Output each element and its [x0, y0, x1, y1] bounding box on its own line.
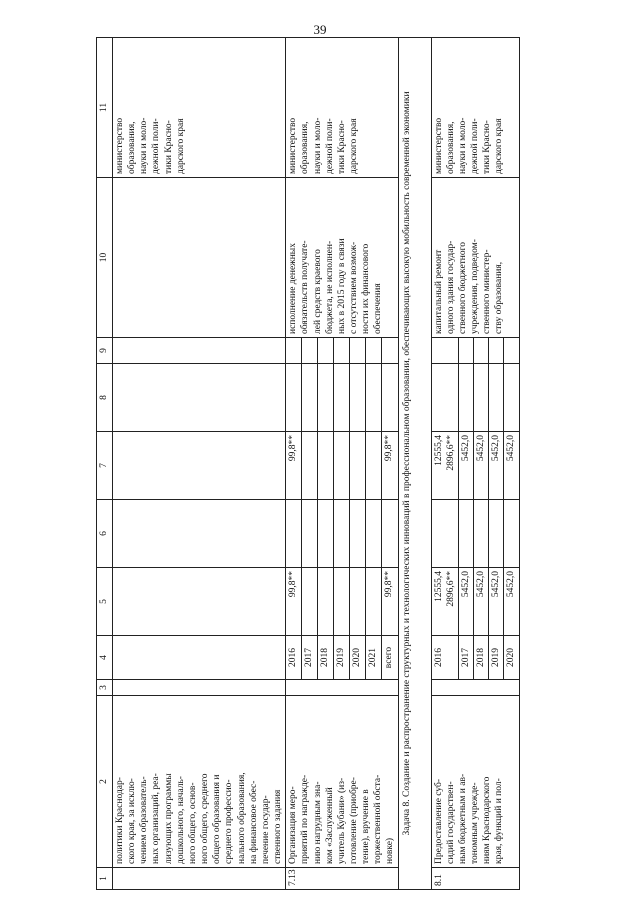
- cell-total: [318, 568, 334, 636]
- cell-c9: [382, 338, 398, 364]
- cell-c7: 5452,0: [489, 432, 504, 500]
- header-col-11: 11: [97, 38, 113, 178]
- header-col-2: 2: [97, 696, 113, 868]
- cell-c6: [504, 500, 519, 568]
- cell-c6: [334, 500, 350, 568]
- cell-year: 2018: [474, 636, 489, 680]
- cell-c8: [431, 364, 458, 432]
- cell-c9: [431, 338, 458, 364]
- task-row: [398, 38, 431, 890]
- cell-c6: [431, 500, 458, 568]
- cell-c7: 99,8**: [286, 432, 302, 500]
- header-row: [97, 38, 113, 890]
- cell-c6: [474, 500, 489, 568]
- cell-c7: [318, 432, 334, 500]
- header-col-1: 1: [97, 868, 113, 890]
- cell-c8: [286, 364, 302, 432]
- cell-responsible: министерство образования, науки и моло- дежной поли- тики Красно- дарского края: [113, 38, 286, 178]
- header-col-10: 10: [97, 178, 113, 338]
- cell-c9: [366, 338, 382, 364]
- rotated-table-container: [96, 40, 596, 890]
- cell-c8: [350, 364, 366, 432]
- cell-c6: [458, 500, 473, 568]
- cell-c9: [302, 338, 318, 364]
- cell-c6: [302, 500, 318, 568]
- cell-year: 2019: [489, 636, 504, 680]
- cell-c8: [474, 364, 489, 432]
- cell-c7: 5452,0: [458, 432, 473, 500]
- cell-c6: [318, 500, 334, 568]
- cell-num: 8.1: [431, 868, 519, 890]
- cell-total: [302, 568, 318, 636]
- cell-c6: [382, 500, 398, 568]
- cell-c8: [382, 364, 398, 432]
- cell-year: 2020: [504, 636, 519, 680]
- page-number: 39: [313, 22, 327, 37]
- cell-c8: [302, 364, 318, 432]
- cell-c9: [286, 338, 302, 364]
- cell-total: [366, 568, 382, 636]
- cell-c7: 12555,4 2896,6**: [431, 432, 458, 500]
- cell-year: 2016: [286, 636, 302, 680]
- cell-c7: [334, 432, 350, 500]
- table-row-7-13: [286, 38, 302, 890]
- task-8-heading: Задача 8. Создание и распространение структурных и технологических инноваций в профессиональном образовании, обеспечивающих высокую мобильность современной экономики: [398, 38, 431, 890]
- program-table: [96, 37, 520, 890]
- cell-c7: 5452,0: [474, 432, 489, 500]
- cell-year: 2017: [302, 636, 318, 680]
- cell-c8: [504, 364, 519, 432]
- cell-total: [334, 568, 350, 636]
- cell-c9: [489, 338, 504, 364]
- cell-result: исполнение денежных обязательств получате- лей средств краевого бюджета, не исполнен- ных в 2015 году в связи с отсутствием возмож- ности их финансового обеспечения: [286, 178, 398, 338]
- cell-year: 2020: [350, 636, 366, 680]
- cell-c9: [350, 338, 366, 364]
- header-col-3: 3: [97, 680, 113, 696]
- header-col-7: 7: [97, 432, 113, 500]
- cell-year: 2021: [366, 636, 382, 680]
- cell-year: 2016: [431, 636, 458, 680]
- header-col-6: 6: [97, 500, 113, 568]
- cell-responsible: министерство образования, науки и моло- дежной поли- тики Красно- дарского края: [431, 38, 519, 178]
- cell-description: Организация меро- приятий по награжде- нию нагрудным зна- ком «Заслуженный учитель Кубани» (из- готовление (приобре- тение), вручение в торжественной обста- новке): [286, 696, 398, 868]
- cell-responsible: министерство образования, науки и моло- дежной поли- тики Красно- дарского края: [286, 38, 398, 178]
- cell-c9: [334, 338, 350, 364]
- cell-year: 2017: [458, 636, 473, 680]
- cell-c7: [350, 432, 366, 500]
- table-row-continuation: [113, 38, 286, 890]
- header-col-4: 4: [97, 636, 113, 680]
- cell-num: 7.13: [286, 868, 398, 890]
- cell-c9: [504, 338, 519, 364]
- header-col-8: 8: [97, 364, 113, 432]
- cell-year: всего: [382, 636, 398, 680]
- cell-c7: 99,8**: [382, 432, 398, 500]
- cell-total: 5452,0: [458, 568, 473, 636]
- cell-c6: [350, 500, 366, 568]
- cell-c7: 5452,0: [504, 432, 519, 500]
- cell-description: политики Краснодар- ского края, за исклю- чением образователь- ных организаций, реа- лизующих программы дошкольного, началь- ного общего, основ- ного общего, среднего общего образования и среднего профессио- нального образования, на финансовое обес- печение государ- ственного задания: [113, 696, 286, 868]
- cell-c9: [458, 338, 473, 364]
- cell-result: капитальный ремонт одного здания государ- ственного бюджетного учреждения, подведом- ственного министер- ству образования,: [431, 178, 519, 338]
- cell-c8: [366, 364, 382, 432]
- header-col-5: 5: [97, 568, 113, 636]
- cell-c9: [318, 338, 334, 364]
- cell-description: Предоставление суб- сидий государствен- ным бюджетным и ав- тономным учрежде- ниям Краснодарского края, функций и пол-: [431, 696, 519, 868]
- cell-c7: [366, 432, 382, 500]
- cell-total: 5452,0: [474, 568, 489, 636]
- cell-num: [113, 868, 286, 890]
- cell-total: 5452,0: [504, 568, 519, 636]
- cell-total: 99,8**: [286, 568, 302, 636]
- table-row-8-1: [431, 38, 458, 890]
- cell-c8: [489, 364, 504, 432]
- cell-year: 2018: [318, 636, 334, 680]
- cell-c6: [489, 500, 504, 568]
- cell-c9: [474, 338, 489, 364]
- header-col-9: 9: [97, 338, 113, 364]
- cell-total: 12555,4 2896,6**: [431, 568, 458, 636]
- cell-c7: [302, 432, 318, 500]
- cell-total: 99,8**: [382, 568, 398, 636]
- cell-c8: [334, 364, 350, 432]
- cell-c8: [458, 364, 473, 432]
- cell-c8: [318, 364, 334, 432]
- cell-total: 5452,0: [489, 568, 504, 636]
- cell-total: [350, 568, 366, 636]
- cell-c6: [286, 500, 302, 568]
- cell-year: 2019: [334, 636, 350, 680]
- cell-c6: [366, 500, 382, 568]
